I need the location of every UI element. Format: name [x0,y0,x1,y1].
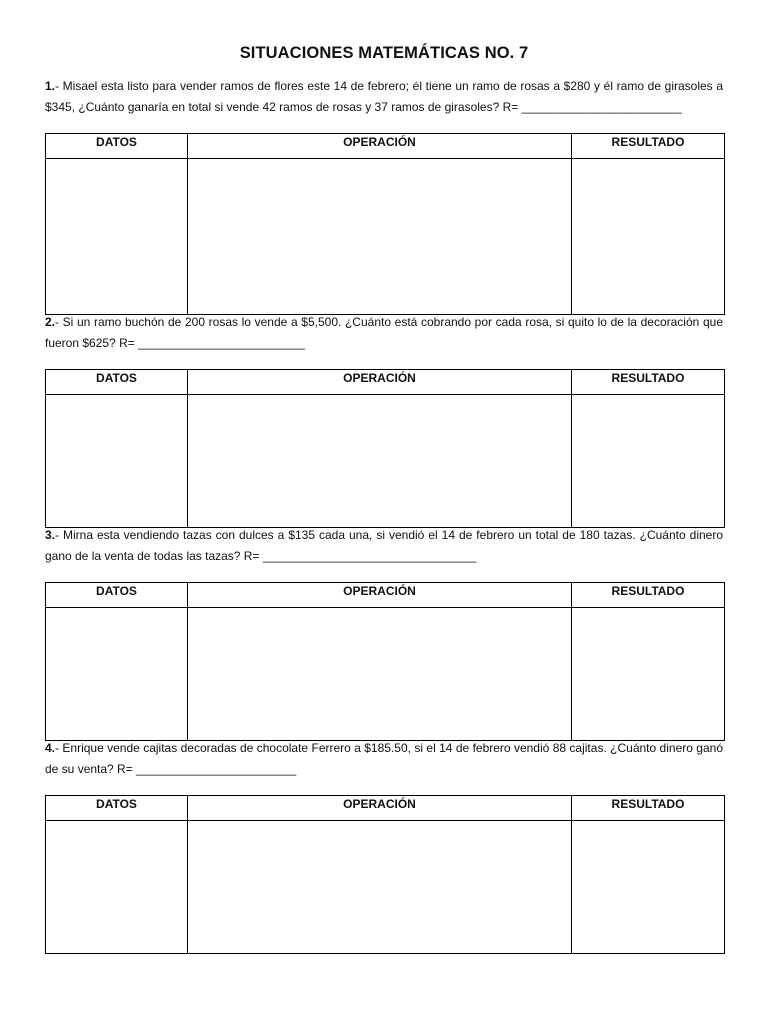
operacion-header: OPERACIÓN [188,370,572,395]
resultado-header: RESULTADO [572,134,725,159]
problem-3-statement [45,525,723,567]
problem-2-statement [45,312,723,354]
table-answer-row [46,821,725,954]
problem-4-statement [45,738,723,780]
operacion-cell[interactable] [188,608,572,741]
problem-1-number: 1. [45,79,56,93]
problem-3-table [45,582,725,741]
problem-3-text: - Mirna esta vendiendo tazas con dulces a $135 cada una, si vendió el 14 de febrero un total de 180 tazas. ¿Cuánto dinero gano de la venta de todas las tazas? R= ________________________________ [45,528,723,563]
datos-header: DATOS [46,370,188,395]
table-answer-row [46,608,725,741]
problem-1-text: - Misael esta listo para vender ramos de flores este 14 de febrero; él tiene un ramo de rosas a $280 y él ramo de girasoles a $345, ¿Cuánto ganaría en total si vende 42 ramos de rosas y 37 ramos de girasoles? R= ________________________ [45,79,723,114]
resultado-header: RESULTADO [572,796,725,821]
datos-cell[interactable] [46,159,188,315]
problem-2-table [45,369,725,528]
operacion-header: OPERACIÓN [188,583,572,608]
resultado-cell[interactable] [572,608,725,741]
operacion-header: OPERACIÓN [188,796,572,821]
table-header-row [46,370,725,395]
resultado-cell[interactable] [572,821,725,954]
table-header-row [46,583,725,608]
problem-4-text: - Enrique vende cajitas decoradas de chocolate Ferrero a $185.50, si el 14 de febrero vendió 88 cajitas. ¿Cuánto dinero ganó de su venta? R= ________________________ [45,741,723,776]
problem-3-number: 3. [45,528,56,542]
datos-cell[interactable] [46,608,188,741]
problem-1-statement [45,76,723,118]
resultado-cell[interactable] [572,159,725,315]
problem-1-table [45,133,725,315]
table-answer-row [46,159,725,315]
operacion-cell[interactable] [188,159,572,315]
problem-2-number: 2. [45,315,56,329]
problem-2-text: - Si un ramo buchón de 200 rosas lo vende a $5,500. ¿Cuánto está cobrando por cada rosa, si quito lo de la decoración que fueron $625? R= _________________________ [45,315,723,350]
datos-header: DATOS [46,583,188,608]
datos-header: DATOS [46,796,188,821]
datos-cell[interactable] [46,821,188,954]
resultado-cell[interactable] [572,395,725,528]
resultado-header: RESULTADO [572,583,725,608]
datos-header: DATOS [46,134,188,159]
worksheet-title: SITUACIONES MATEMÁTICAS NO. 7 [239,44,529,62]
datos-cell[interactable] [46,395,188,528]
table-answer-row [46,395,725,528]
operacion-cell[interactable] [188,821,572,954]
problem-4-number: 4. [45,741,56,755]
operacion-header: OPERACIÓN [188,134,572,159]
table-header-row [46,134,725,159]
problem-4-table [45,795,725,954]
table-header-row [46,796,725,821]
resultado-header: RESULTADO [572,370,725,395]
operacion-cell[interactable] [188,395,572,528]
